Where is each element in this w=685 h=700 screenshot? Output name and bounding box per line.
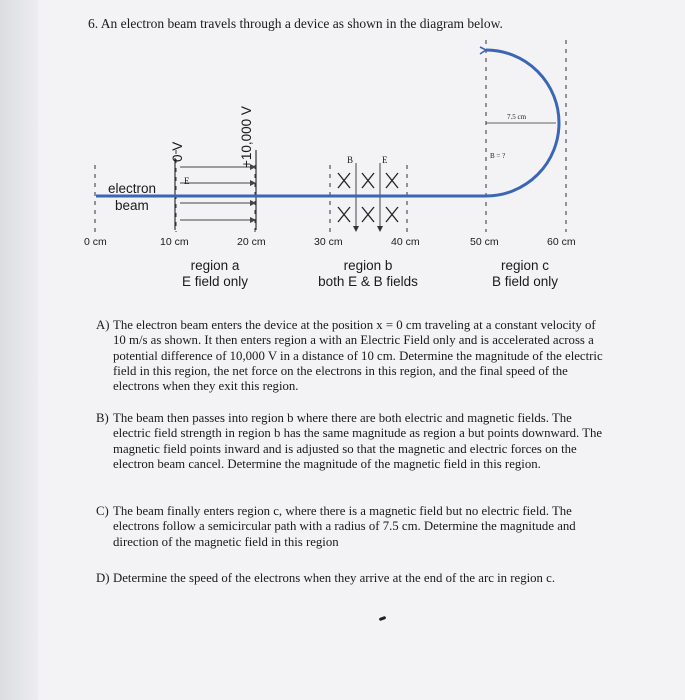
b-field-x-1 [338,173,350,188]
region-a-desc: E field only [181,274,249,289]
ruler-40cm: 40 cm [391,236,420,248]
region-c-name: region c [500,258,550,273]
ruler-20cm: 20 cm [237,236,266,248]
region-b-label [306,258,430,290]
region-c-label [480,258,570,290]
part-a [96,318,606,394]
b-field-x-6 [386,207,398,222]
part-d-label: D) [96,571,110,585]
ruler-10cm: 10 cm [160,236,189,248]
question-title: 6. An electron beam travels through a device as shown in the diagram below. [88,16,503,31]
region-a-name: region a [190,258,240,273]
b-field-x-5 [362,207,374,222]
part-b-label: B) [96,411,109,425]
part-d-text: Determine the speed of the electrons when they arrive at the end of the arc in region c. [113,571,556,585]
region-a-label [172,258,258,290]
part-a-text: The electron beam enters the device at the position x = 0 cm traveling at a constant velocity of 10 m/s as shown. It then enters region a with an Electric Field only and is accelerated across a potential difference of 10,000 V in a distance of 10 cm. Determine the magnitude of the electric field in this region, the net force on the electrons in this region, and the final speed of the electrons when they exit this region. [113,318,603,394]
part-c [96,504,606,550]
part-b-text: The beam then passes into region b where there are both electric and magnetic fields. The electric field strength in region b has the same magnitude as region a but points downward. The magnetic field points inward and is adjusted so that the magnetic and electric forces on the electron beam cancel. Determine the magnitude of the magnetic field in this region. [113,411,603,471]
beam-label-line2: beam [115,198,149,213]
ruler-30cm: 30 cm [314,236,343,248]
b-field-x-4 [338,207,350,222]
region-b-desc: both E & B fields [318,274,418,289]
part-b [96,411,606,472]
voltage-0v-label: 0 V [170,141,185,162]
field-e-label: E [184,176,190,186]
b-unknown-label: B = ? [490,152,506,160]
b-field-x-2 [362,173,374,188]
beam-label-line1: electron [108,181,157,196]
ruler-0cm: 0 cm [84,236,107,248]
ruler-50cm: 50 cm [470,236,499,248]
region-b-e-label: E [382,155,388,165]
b-field-x-3 [386,173,398,188]
radius-label: 7.5 cm [507,113,527,121]
voltage-10000v-label: +10,000 V [239,106,254,168]
electron-beam-diagram [0,0,685,300]
region-b-b-label: B [347,155,354,165]
part-d [96,571,606,586]
region-c-desc: B field only [491,274,559,289]
ruler-60cm: 60 cm [547,236,576,248]
region-b-name: region b [343,258,393,273]
part-c-label: C) [96,504,109,518]
part-a-label: A) [96,318,110,332]
part-c-text: The beam finally enters region c, where there is a magnetic field but no electric field. The electrons follow a semicircular path with a radius of 7.5 cm. Determine the magnitude and direction of the magnetic field in this region [113,504,576,549]
